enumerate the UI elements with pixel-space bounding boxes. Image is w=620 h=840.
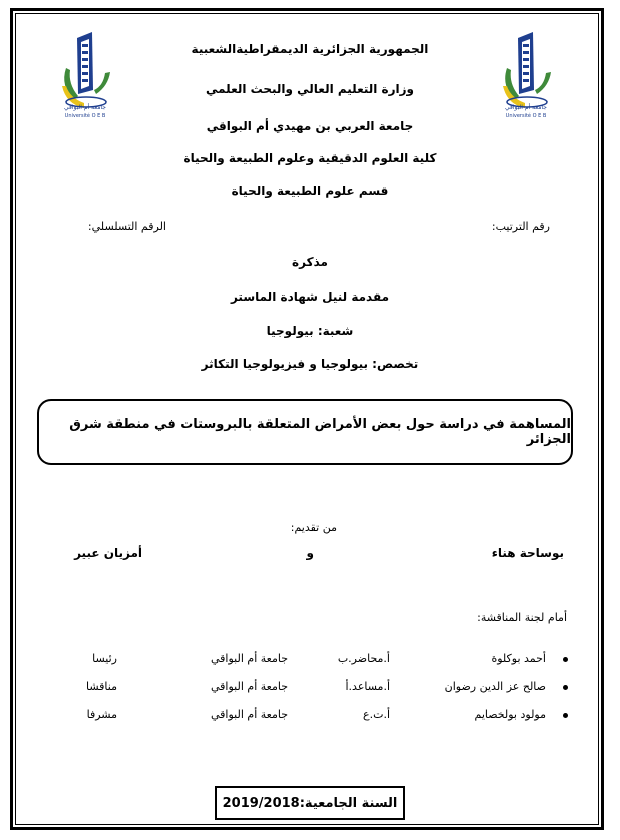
committee-member-role: مشرفا — [86, 708, 117, 721]
student-2-name: أمزيان عبير — [74, 546, 142, 560]
university-name: جامعة العربي بن مهيدي أم البواقي — [206, 119, 414, 133]
logo-text-latin: Université O E B — [505, 113, 547, 119]
thesis-specialty: تخصص: بيولوجيا و فيزيولوجيا التكاثر — [201, 357, 419, 371]
academic-year: السنة الجامعية:2019/2018 — [222, 795, 398, 811]
thesis-title: المساهمة في دراسة حول بعض الأمراض المتعلقة بالبروستات في منطقة شرق الجزائر — [69, 417, 571, 447]
thesis-type: مذكرة — [292, 255, 328, 269]
logo-text-latin: Université O E B — [64, 113, 106, 119]
thesis-purpose: مقدمة لنيل شهادة الماستر — [230, 290, 390, 304]
committee-member-rank: أ.ت.ع — [363, 708, 390, 721]
presenters-label: من تقديم: — [290, 521, 337, 534]
committee-member-name: أحمد بوكلوة — [491, 652, 546, 665]
presenters-conjunction: و — [306, 546, 314, 560]
committee-label: أمام لجنة المناقشة: — [477, 611, 567, 624]
ministry-name: وزارة التعليم العالي والبحث العلمي — [205, 82, 415, 96]
committee-member-rank: أ.محاضر.ب — [337, 652, 390, 665]
committee-member-role: مناقشا — [86, 680, 117, 693]
committee-member-institution: جامعة أم البواقي — [211, 708, 288, 721]
committee-member-name: صالح عز الدين رضوان — [444, 680, 546, 693]
committee-member-institution: جامعة أم البواقي — [211, 680, 288, 693]
faculty-name: كلية العلوم الدقيقية وعلوم الطبيعة والحياة — [183, 151, 437, 165]
academic-year-box — [215, 786, 405, 820]
bullet-icon — [563, 685, 568, 690]
order-number-label: رقم الترتيب: — [491, 220, 550, 233]
committee-member-rank: أ.مساعد.أ — [345, 680, 390, 693]
thesis-title-box — [37, 399, 573, 465]
serial-number-label: الرقم التسلسلي: — [87, 220, 166, 233]
committee-member-role: رئيسا — [92, 652, 117, 665]
logo-text-arabic: جامعة أم البواقي — [505, 104, 547, 111]
thesis-branch: شعبة: بيولوجيا — [266, 324, 354, 338]
republic-name: الجمهورية الجزائرية الديمقراطيةالشعبية — [191, 42, 429, 56]
committee-member-name: مولود بولخصايم — [474, 708, 546, 721]
committee-member-institution: جامعة أم البواقي — [211, 652, 288, 665]
bullet-icon — [563, 657, 568, 662]
student-1-name: بوساحة هناء — [491, 546, 564, 560]
department-name: قسم علوم الطبيعة والحياة — [231, 184, 389, 198]
logo-text-arabic: جامعة أم البواقي — [64, 104, 106, 111]
bullet-icon — [563, 713, 568, 718]
